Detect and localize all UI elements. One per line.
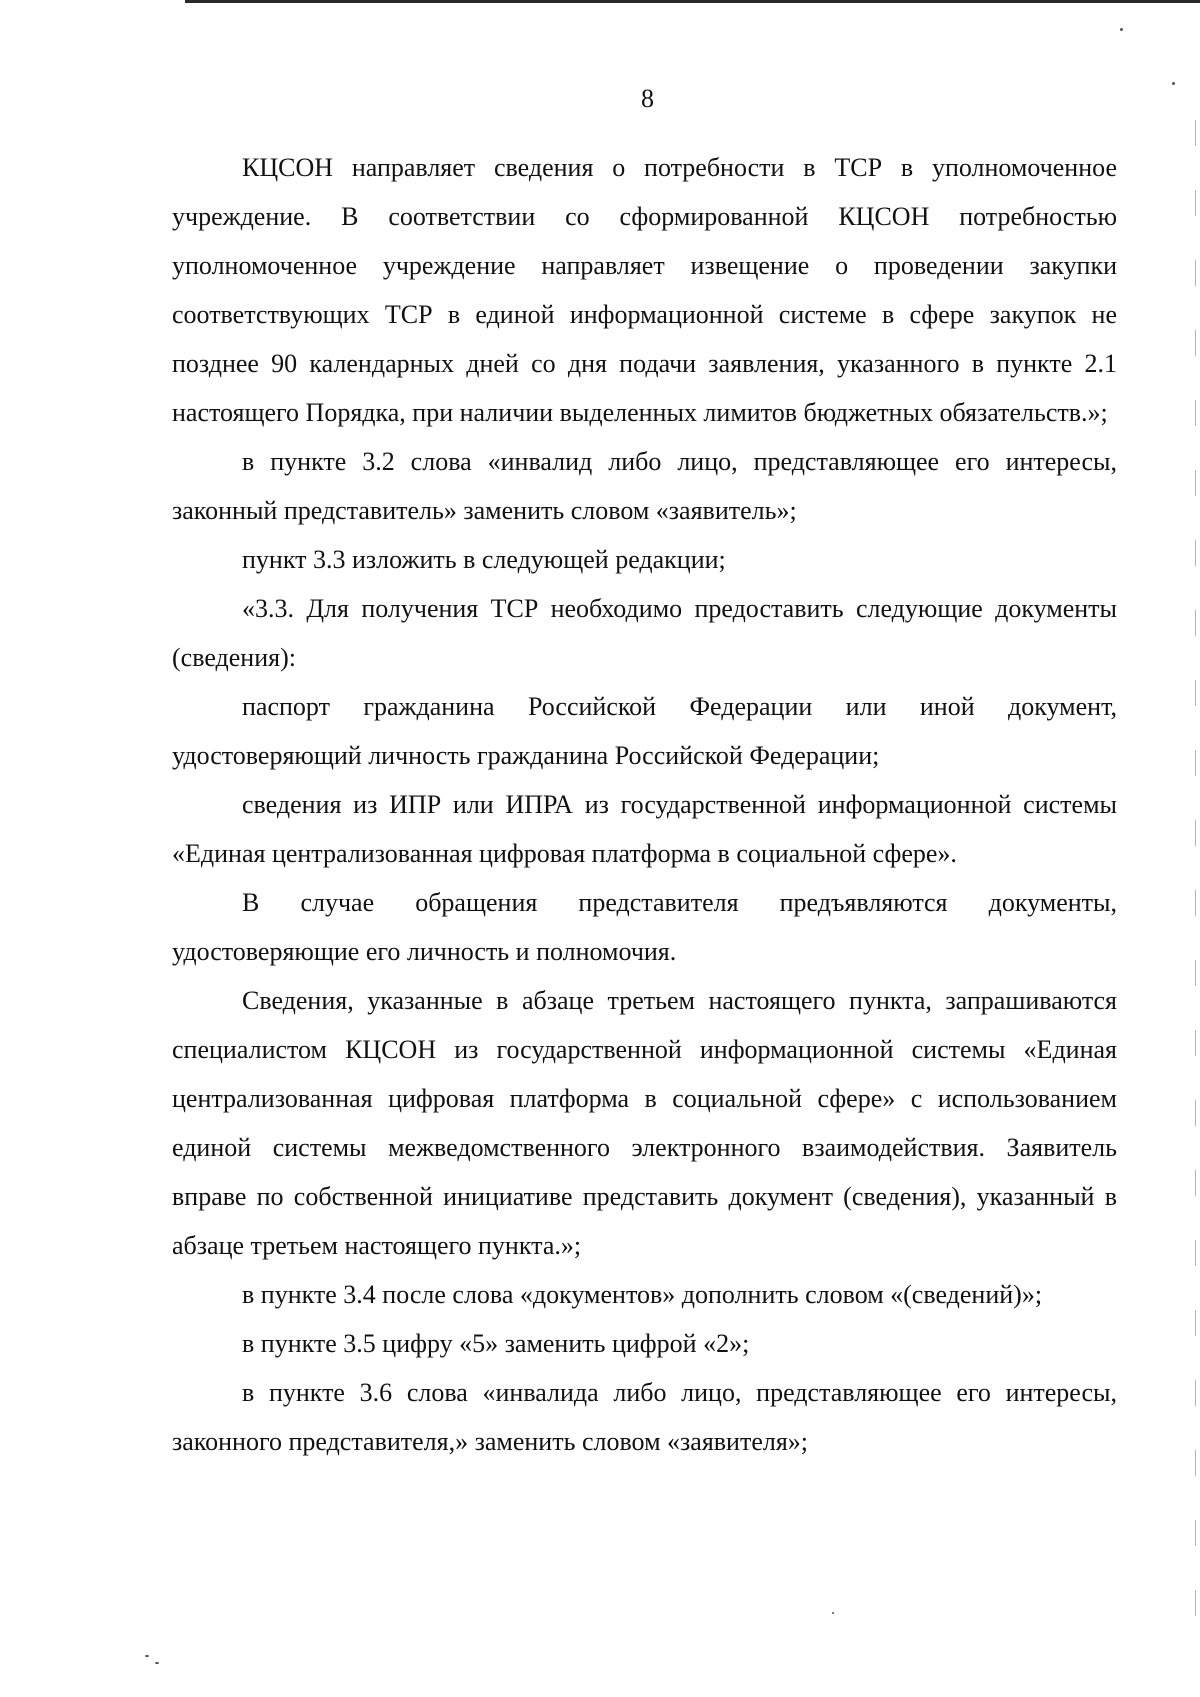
paragraph-6: сведения из ИПР или ИПРА из государственной информационной системы «Единая централизованная цифровая платформа в социальной сфере».: [172, 790, 1117, 868]
scan-speck: [155, 1662, 159, 1664]
paragraph-10: в пункте 3.5 цифру «5» заменить цифрой «2»;: [242, 1329, 750, 1358]
document-body: [172, 143, 1117, 1466]
paragraph-2: в пункте 3.2 слова «инвалид либо лицо, представляющее его интересы, законный представитель» заменить словом «заявитель»;: [172, 447, 1117, 525]
scan-speck: [1172, 82, 1175, 85]
scan-speck: [1120, 28, 1123, 31]
page-number: 8: [641, 84, 654, 113]
paragraph-9: в пункте 3.4 после слова «документов» дополнить словом «(сведений)»;: [242, 1280, 1043, 1309]
paragraph-3: пункт 3.3 изложить в следующей редакции;: [242, 545, 726, 574]
scan-edge-artifact: [1195, 120, 1196, 1640]
top-border-line: [185, 0, 1200, 3]
scan-speck: [832, 1612, 834, 1614]
paragraph-5: паспорт гражданина Российской Федерации или иной документ, удостоверяющий личность гражданина Российской Федерации;: [172, 692, 1117, 770]
paragraph-8: Сведения, указанные в абзаце третьем настоящего пункта, запрашиваются специалистом КЦСОН из государственной информационной системы «Единая централизованная цифровая платформа в социальной сфере» с использованием единой системы межведомственного электронного взаимодействия. Заявитель вправе по собственной инициативе представить документ (сведения), указанный в абзаце третьем настоящего пункта.»;: [172, 986, 1117, 1260]
paragraph-1: КЦСОН направляет сведения о потребности в ТСР в уполномоченное учреждение. В соответствии со сформированной КЦСОН потребностью уполномоченное учреждение направляет извещение о проведении закупки соответствующих ТСР в единой информационной системе в сфере закупок не позднее 90 календарных дней со дня подачи заявления, указанного в пункте 2.1 настоящего Порядка, при наличии выделенных лимитов бюджетных обязательств.»;: [172, 153, 1117, 427]
paragraph-7: В случае обращения представителя предъявляются документы, удостоверяющие его личность и полномочия.: [172, 888, 1117, 966]
paragraph-4: «3.3. Для получения ТСР необходимо предоставить следующие документы (сведения):: [172, 594, 1117, 672]
scan-speck: [145, 1655, 149, 1657]
paragraph-11: в пункте 3.6 слова «инвалида либо лицо, представляющее его интересы, законного представителя,» заменить словом «заявителя»;: [172, 1378, 1117, 1456]
